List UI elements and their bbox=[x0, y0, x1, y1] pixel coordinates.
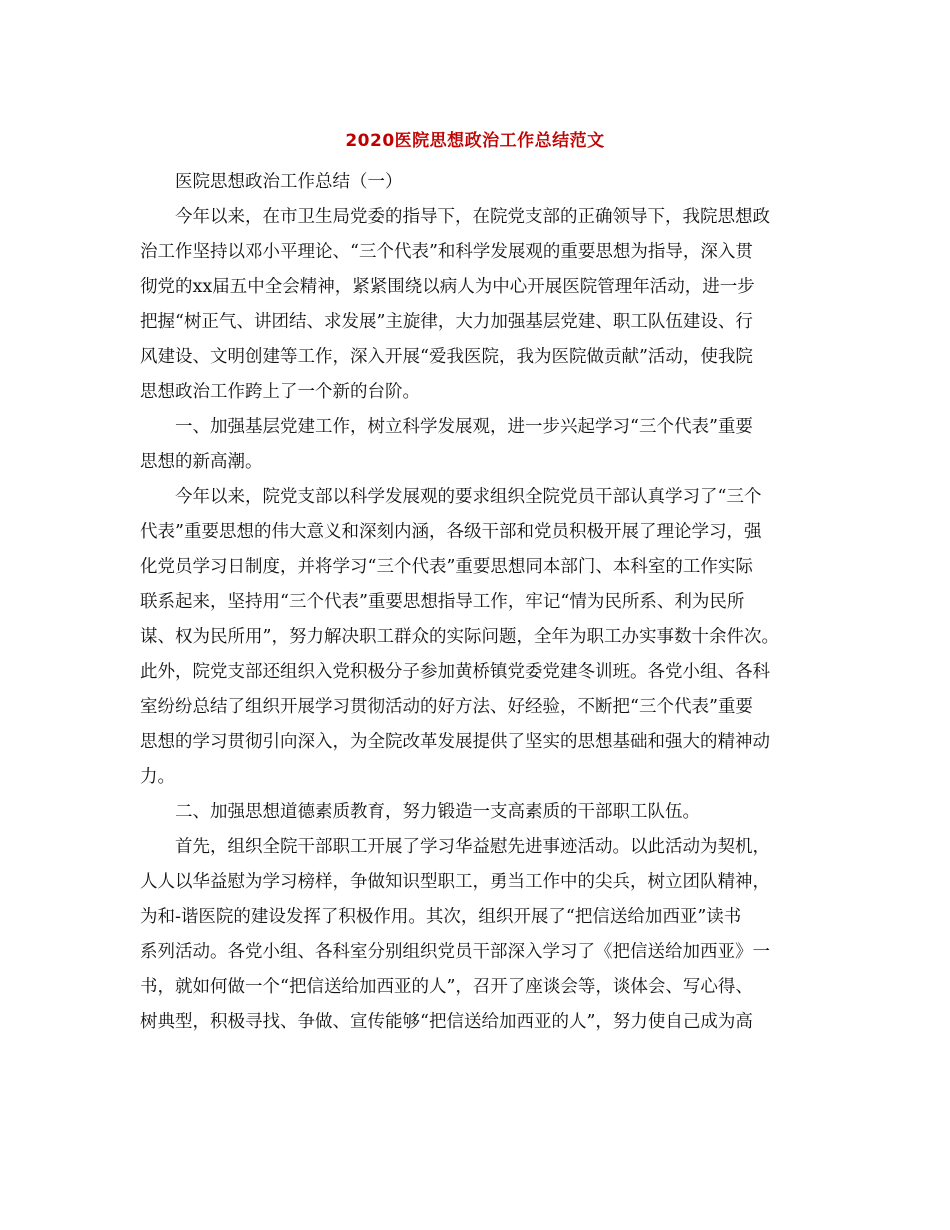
section-heading: 医院思想政治工作总结（一） bbox=[175, 172, 403, 192]
paragraph-line: 今年以来，在市卫生局党委的指导下，在院党支部的正确领导下，我院思想政 bbox=[175, 207, 770, 227]
paragraph-line: 为和-谐医院的建设发挥了积极作用。其次，组织开展了“把信送给加西亚”读书 bbox=[140, 907, 742, 927]
paragraph-line: 室纷纷总结了组织开展学习贯彻活动的好方法、好经验，不断把“三个代表”重要 bbox=[140, 697, 753, 717]
paragraph-line: 今年以来，院党支部以科学发展观的要求组织全院党员干部认真学习了“三个 bbox=[175, 487, 762, 507]
section-heading-continued: 思想的新高潮。 bbox=[140, 452, 263, 472]
section-heading: 一、加强基层党建工作，树立科学发展观，进一步兴起学习“三个代表”重要 bbox=[175, 417, 753, 437]
paragraph-line: 首先，组织全院干部职工开展了学习华益慰先进事迹活动。以此活动为契机， bbox=[175, 837, 770, 857]
paragraph-line: 思想的学习贯彻引向深入，为全院改革发展提供了坚实的思想基础和强大的精神动 bbox=[140, 732, 770, 752]
section-heading: 二、加强思想道德素质教育，努力锻造一支高素质的干部职工队伍。 bbox=[175, 802, 700, 822]
paragraph-line: 代表”重要思想的伟大意义和深刻内涵，各级干部和党员积极开展了理论学习，强 bbox=[140, 522, 762, 542]
paragraph-line: 治工作坚持以邓小平理论、“三个代表”和科学发展观的重要思想为指导，深入贯 bbox=[140, 242, 753, 262]
paragraph-line: 彻党的xx届五中全会精神，紧紧围绕以病人为中心开展医院管理年活动，进一步 bbox=[140, 277, 755, 297]
paragraph-line: 思想政治工作跨上了一个新的台阶。 bbox=[140, 382, 420, 402]
paragraph-line: 书，就如何做一个“把信送给加西亚的人”，召开了座谈会等，谈体会、写心得、 bbox=[140, 977, 753, 997]
paragraph-line: 力。 bbox=[140, 767, 175, 787]
paragraph-line: 风建设、文明创建等工作，深入开展“爱我医院，我为医院做贡献”活动，使我院 bbox=[140, 347, 753, 367]
paragraph-line: 树典型，积极寻找、争做、宣传能够“把信送给加西亚的人”，努力使自己成为高 bbox=[140, 1012, 753, 1032]
paragraph-line: 化党员学习日制度，并将学习“三个代表”重要思想同本部门、本科室的工作实际 bbox=[140, 557, 753, 577]
paragraph-line: 联系起来，坚持用“三个代表”重要思想指导工作，牢记“情为民所系、利为民所 bbox=[140, 592, 745, 612]
paragraph-line: 此外，院党支部还组织入党积极分子参加黄桥镇党委党建冬训班。各党小组、各科 bbox=[140, 662, 770, 682]
paragraph-line: 人人以华益慰为学习榜样，争做知识型职工，勇当工作中的尖兵，树立团队精神， bbox=[140, 872, 770, 892]
paragraph-line: 把握“树正气、讲团结、求发展”主旋律，大力加强基层党建、职工队伍建设、行 bbox=[140, 312, 753, 332]
document-title: 2020医院思想政治工作总结范文 bbox=[345, 131, 605, 151]
paragraph-line: 系列活动。各党小组、各科室分别组织党员干部深入学习了《把信送给加西亚》一 bbox=[140, 942, 770, 962]
paragraph-line: 谋、权为民所用”，努力解决职工群众的实际问题，全年为职工办实事数十余件次。 bbox=[140, 627, 779, 647]
